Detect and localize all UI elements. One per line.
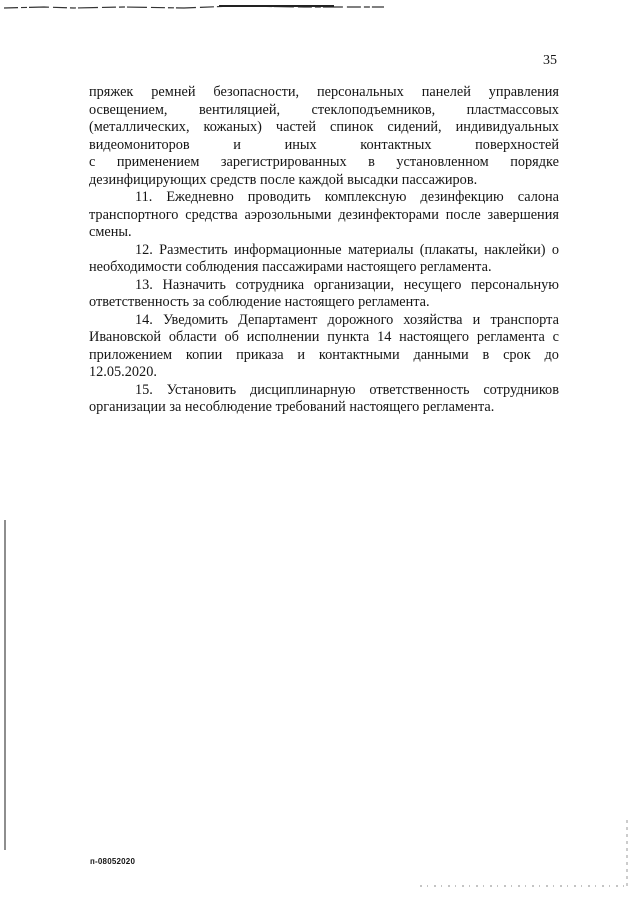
word: срок	[503, 346, 531, 363]
paragraph-13-line-1	[89, 277, 559, 295]
word: панелей	[421, 84, 471, 100]
paragraph-13-line-2: ответственность за соблюдение настоящего регламента.	[89, 294, 430, 310]
paragraph-14-line-4: 12.05.2020.	[89, 364, 157, 380]
word: области	[168, 329, 217, 345]
word: транспортного	[89, 206, 179, 223]
paragraph-15-line-1	[89, 382, 559, 400]
word: приложением	[89, 346, 173, 363]
scan-artifact-right	[624, 820, 630, 890]
word: сотрудников	[483, 381, 559, 398]
document-code: п-08052020	[90, 857, 136, 866]
paragraph-12-line-1	[89, 242, 559, 260]
paragraph-12-line-2: необходимости соблюдения пассажирами настоящего регламента.	[89, 259, 492, 275]
word: пряжек	[89, 84, 134, 100]
word: персональную	[471, 276, 559, 293]
word: 11.	[135, 189, 153, 205]
word: дезинфекцию	[420, 189, 504, 205]
paragraph-11-line-3: смены.	[89, 224, 132, 240]
word: порядке	[510, 154, 559, 170]
word: и	[297, 346, 306, 363]
word: с	[552, 329, 559, 345]
word: о	[551, 241, 559, 258]
paragraph-10-line-1	[89, 84, 559, 102]
word: дорожного	[327, 311, 394, 328]
word: материалы	[347, 241, 414, 258]
paragraph-15-line-2: организации за несоблюдение требований настоящего регламента.	[89, 399, 495, 415]
word: завершения	[487, 206, 559, 223]
word: (металлических,	[89, 119, 190, 135]
word: регламента	[476, 329, 545, 345]
paragraph-10-line-2	[89, 102, 559, 120]
word: данными	[413, 346, 469, 363]
word: освещением,	[89, 101, 168, 118]
word: об	[224, 329, 239, 345]
word: (плакаты,	[419, 241, 478, 258]
word: исполнении	[246, 329, 320, 345]
word: 12.	[135, 241, 153, 258]
word: ремней	[151, 84, 196, 100]
paragraph-10-line-4	[89, 137, 559, 155]
word: и	[233, 136, 241, 153]
word: в	[368, 154, 375, 170]
word: до	[544, 346, 559, 363]
word: применением	[116, 154, 200, 170]
word: 15.	[135, 381, 153, 398]
word: средства	[185, 206, 238, 223]
paragraph-10-line-3	[89, 119, 559, 137]
paragraph-11-line-2	[89, 207, 559, 225]
word: Департамент	[238, 311, 318, 328]
word: стеклоподъемников,	[311, 101, 436, 118]
word: пункта	[327, 329, 370, 345]
word: информационные	[233, 241, 342, 258]
word: после	[445, 206, 481, 223]
word: ответственность	[369, 381, 470, 398]
word: хозяйства	[403, 311, 463, 328]
word: приказа	[236, 346, 284, 363]
word: наклейки)	[484, 241, 546, 258]
word: транспорта	[490, 311, 559, 328]
word: организации,	[313, 276, 395, 293]
word: Установить	[166, 381, 237, 398]
word: управления	[488, 84, 559, 100]
paragraph-10-line-6: дезинфицирующих средств после каждой высадки пассажиров.	[89, 171, 478, 188]
word: частей	[275, 119, 317, 135]
paragraph-14-line-3	[89, 347, 559, 365]
word: Уведомить	[163, 311, 228, 328]
word: поверхностей	[475, 136, 559, 153]
scan-artifact-bottom	[420, 884, 630, 888]
word: сидений,	[387, 119, 442, 135]
scan-artifact-left	[3, 520, 7, 850]
word: зарегистрированных	[220, 154, 347, 170]
word: и	[472, 311, 481, 328]
word: в	[482, 346, 490, 363]
word: несущего	[403, 276, 462, 293]
word: установленном	[396, 154, 489, 170]
word: копии	[185, 346, 223, 363]
word: Ивановской	[89, 329, 162, 345]
word: дисциплинарную	[249, 381, 356, 398]
word: дезинфекторами	[338, 206, 439, 223]
scan-artifact-top	[4, 4, 384, 10]
word: 14.	[135, 311, 153, 328]
word: вентиляцией,	[198, 101, 281, 118]
paragraph-10-line-5	[89, 154, 559, 172]
word: салона	[517, 189, 559, 205]
page-number: 35	[543, 53, 557, 68]
word: комплексную	[324, 189, 407, 205]
paragraph-14-line-2	[89, 329, 559, 347]
word: Разместить	[159, 241, 228, 258]
word: пластмассовых	[466, 101, 559, 118]
paragraph-11-line-1	[89, 189, 559, 207]
word: безопасности,	[213, 84, 300, 100]
word: сотрудника	[235, 276, 305, 293]
word: проводить	[247, 189, 311, 205]
paragraph-14-line-1	[89, 312, 559, 330]
word: индивидуальных	[455, 119, 559, 135]
word: Ежедневно	[166, 189, 234, 205]
word: 14	[377, 329, 392, 345]
word: персональных	[316, 84, 404, 100]
word: контактными	[318, 346, 400, 363]
word: 13.	[135, 276, 153, 293]
word: контактных	[360, 136, 432, 153]
word: кожаных)	[203, 119, 262, 135]
word: с	[89, 154, 96, 170]
word: иных	[284, 136, 317, 153]
word: настоящего	[399, 329, 470, 345]
word: Назначить	[162, 276, 226, 293]
word: аэрозольными	[244, 206, 332, 223]
document-body	[89, 84, 559, 417]
word: видеомониторов	[89, 136, 190, 153]
word: спинок	[330, 119, 374, 135]
